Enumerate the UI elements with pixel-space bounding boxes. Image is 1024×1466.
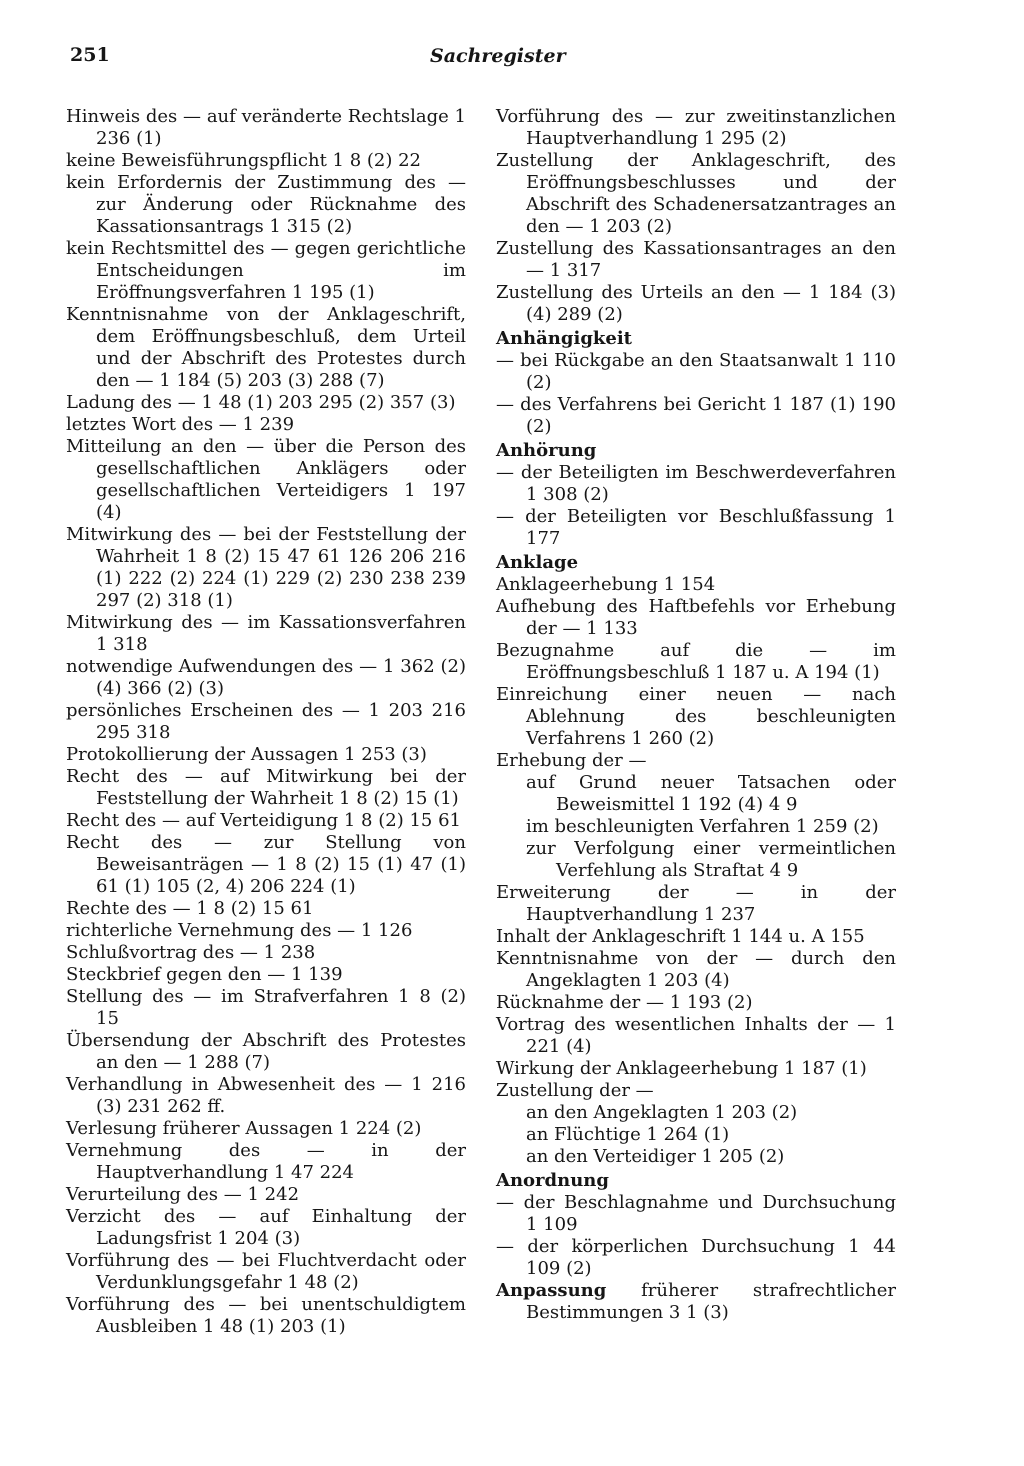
index-entry: Aufhebung des Haftbefehls vor Erhebung der — 1 133 [496,596,896,639]
index-entry: Erweiterung der — in der Hauptverhandlung 1 237 [496,882,896,925]
index-entry: — bei Rückgabe an den Staatsanwalt 1 110 (2) [496,350,896,393]
index-entry: notwendige Aufwendungen des — 1 362 (2) (4) 366 (2) (3) [66,656,466,699]
index-entry: Vorführung des — bei Fluchtverdacht oder Verdunklungsgefahr 1 48 (2) [66,1250,466,1293]
index-entry: Rücknahme der — 1 193 (2) [496,992,753,1013]
index-entry: Verzicht des — auf Einhaltung der Ladungsfrist 1 204 (3) [66,1206,466,1249]
index-entry: Vernehmung des — in der Hauptverhandlung 1 47 224 [66,1140,466,1183]
index-entry: Stellung des — im Strafverfahren 1 8 (2) 15 [66,986,466,1029]
index-entry: Kenntnisnahme von der Anklageschrift, dem Eröffnungsbeschluß, dem Urteil und der Abschrift des Protestes durch den — 1 184 (5) 203 (3) 288 (7) [66,304,466,391]
index-entry: Vorführung des — bei unentschuldigtem Ausbleiben 1 48 (1) 203 (1) [66,1294,466,1337]
index-entry: Rechte des — 1 8 (2) 15 61 [66,898,314,919]
index-entry: — der Beschlagnahme und Durchsuchung 1 109 [496,1192,896,1235]
index-subentry: an Flüchtige 1 264 (1) [526,1124,730,1145]
index-entry: Inhalt der Anklageschrift 1 144 u. A 155 [496,926,865,947]
index-entry: Schlußvortrag des — 1 238 [66,942,316,963]
index-entry: Recht des — auf Mitwirkung bei der Feststellung der Wahrheit 1 8 (2) 15 (1) [66,766,466,809]
index-entry: Zustellung des Kassationsantrages an den — 1 317 [496,238,896,281]
index-entry: Kenntnisnahme von der — durch den Angeklagten 1 203 (4) [496,948,896,991]
index-entry: Recht des — zur Stellung von Beweisanträgen — 1 8 (2) 15 (1) 47 (1) 61 (1) 105 (2, 4) 206 224 (1) [66,832,466,897]
index-entry: Vorführung des — zur zweitinstanzlichen Hauptverhandlung 1 295 (2) [496,106,896,149]
index-entry: Ladung des — 1 48 (1) 203 295 (2) 357 (3) [66,392,456,413]
index-column-left [66,106,466,1338]
index-entry: Einreichung einer neuen — nach Ablehnung des beschleunigten Verfahrens 1 260 (2) [496,684,896,749]
index-entry: kein Erfordernis der Zustimmung des — zur Änderung oder Rücknahme des Kassationsantrags 1 315 (2) [66,172,466,237]
running-title: Sachregister [430,45,566,67]
index-subentry: an den Verteidiger 1 205 (2) [526,1146,785,1167]
index-subentry: zur Verfolgung einer vermeintlichen Verfehlung als Straftat 4 9 [526,838,896,881]
index-headword: Anhängigkeit [496,328,632,349]
index-entry: Hinweis des — auf veränderte Rechtslage 1 236 (1) [66,106,466,149]
index-entry: keine Beweisführungspflicht 1 8 (2) 22 [66,150,421,171]
index-entry: persönliches Erscheinen des — 1 203 216 295 318 [66,700,466,743]
index-entry: Anklageerhebung 1 154 [496,574,716,595]
index-entry: Zustellung der Anklageschrift, des Eröffnungsbeschlusses und der Abschrift des Schadenersatzantrages an den — 1 203 (2) [496,150,896,237]
index-entry: Verurteilung des — 1 242 [66,1184,300,1205]
index-subentry: im beschleunigten Verfahren 1 259 (2) [526,816,879,837]
index-headword: Anhörung [496,440,597,461]
index-entry-text: früherer strafrechtlicher Bestimmungen 3 1 (3) [526,1280,896,1323]
index-entry: Zustellung des Urteils an den — 1 184 (3) (4) 289 (2) [496,282,896,325]
index-entry [496,1280,896,1324]
page-number: 251 [70,44,110,66]
index-entry: Zustellung der — [496,1080,654,1101]
index-entry: Steckbrief gegen den — 1 139 [66,964,343,985]
index-entry: Erhebung der — [496,750,647,771]
index-entry: Übersendung der Abschrift des Protestes an den — 1 288 (7) [66,1030,466,1073]
index-entry: letztes Wort des — 1 239 [66,414,295,435]
index-entry: Wirkung der Anklageerhebung 1 187 (1) [496,1058,867,1079]
index-headword: Anklage [496,552,579,573]
index-entry: Verlesung früherer Aussagen 1 224 (2) [66,1118,422,1139]
index-headword: Anpassung [496,1280,607,1301]
index-entry: Bezugnahme auf die — im Eröffnungsbeschluß 1 187 u. A 194 (1) [496,640,896,683]
index-entry: Mitwirkung des — bei der Feststellung der Wahrheit 1 8 (2) 15 47 61 126 206 216 (1) 222 (2) 224 (1) 229 (2) 230 238 239 297 (2) 318 (1) [66,524,466,611]
index-entry: richterliche Vernehmung des — 1 126 [66,920,413,941]
index-entry: — der Beteiligten vor Beschlußfassung 1 177 [496,506,896,549]
index-subentry: an den Angeklagten 1 203 (2) [526,1102,798,1123]
index-subentry: auf Grund neuer Tatsachen oder Beweismittel 1 192 (4) 4 9 [526,772,896,815]
index-entry: Protokollierung der Aussagen 1 253 (3) [66,744,427,765]
index-entry: Mitteilung an den — über die Person des gesellschaftlichen Anklägers oder gesellschaftlichen Verteidigers 1 197 (4) [66,436,466,523]
index-entry: Recht des — auf Verteidigung 1 8 (2) 15 61 [66,810,461,831]
index-entry: Mitwirkung des — im Kassationsverfahren 1 318 [66,612,466,655]
index-entry: kein Rechtsmittel des — gegen gerichtliche Entscheidungen im Eröffnungsverfahren 1 195 (1) [66,238,466,303]
index-entry: Vortrag des wesentlichen Inhalts der — 1 221 (4) [496,1014,896,1057]
index-column-right [496,106,896,1324]
index-entry: — des Verfahrens bei Gericht 1 187 (1) 190 (2) [496,394,896,437]
index-headword: Anordnung [496,1170,609,1191]
index-entry: — der körperlichen Durchsuchung 1 44 109 (2) [496,1236,896,1279]
index-entry: Verhandlung in Abwesenheit des — 1 216 (3) 231 262 ff. [66,1074,466,1117]
index-entry: — der Beteiligten im Beschwerdeverfahren 1 308 (2) [496,462,896,505]
